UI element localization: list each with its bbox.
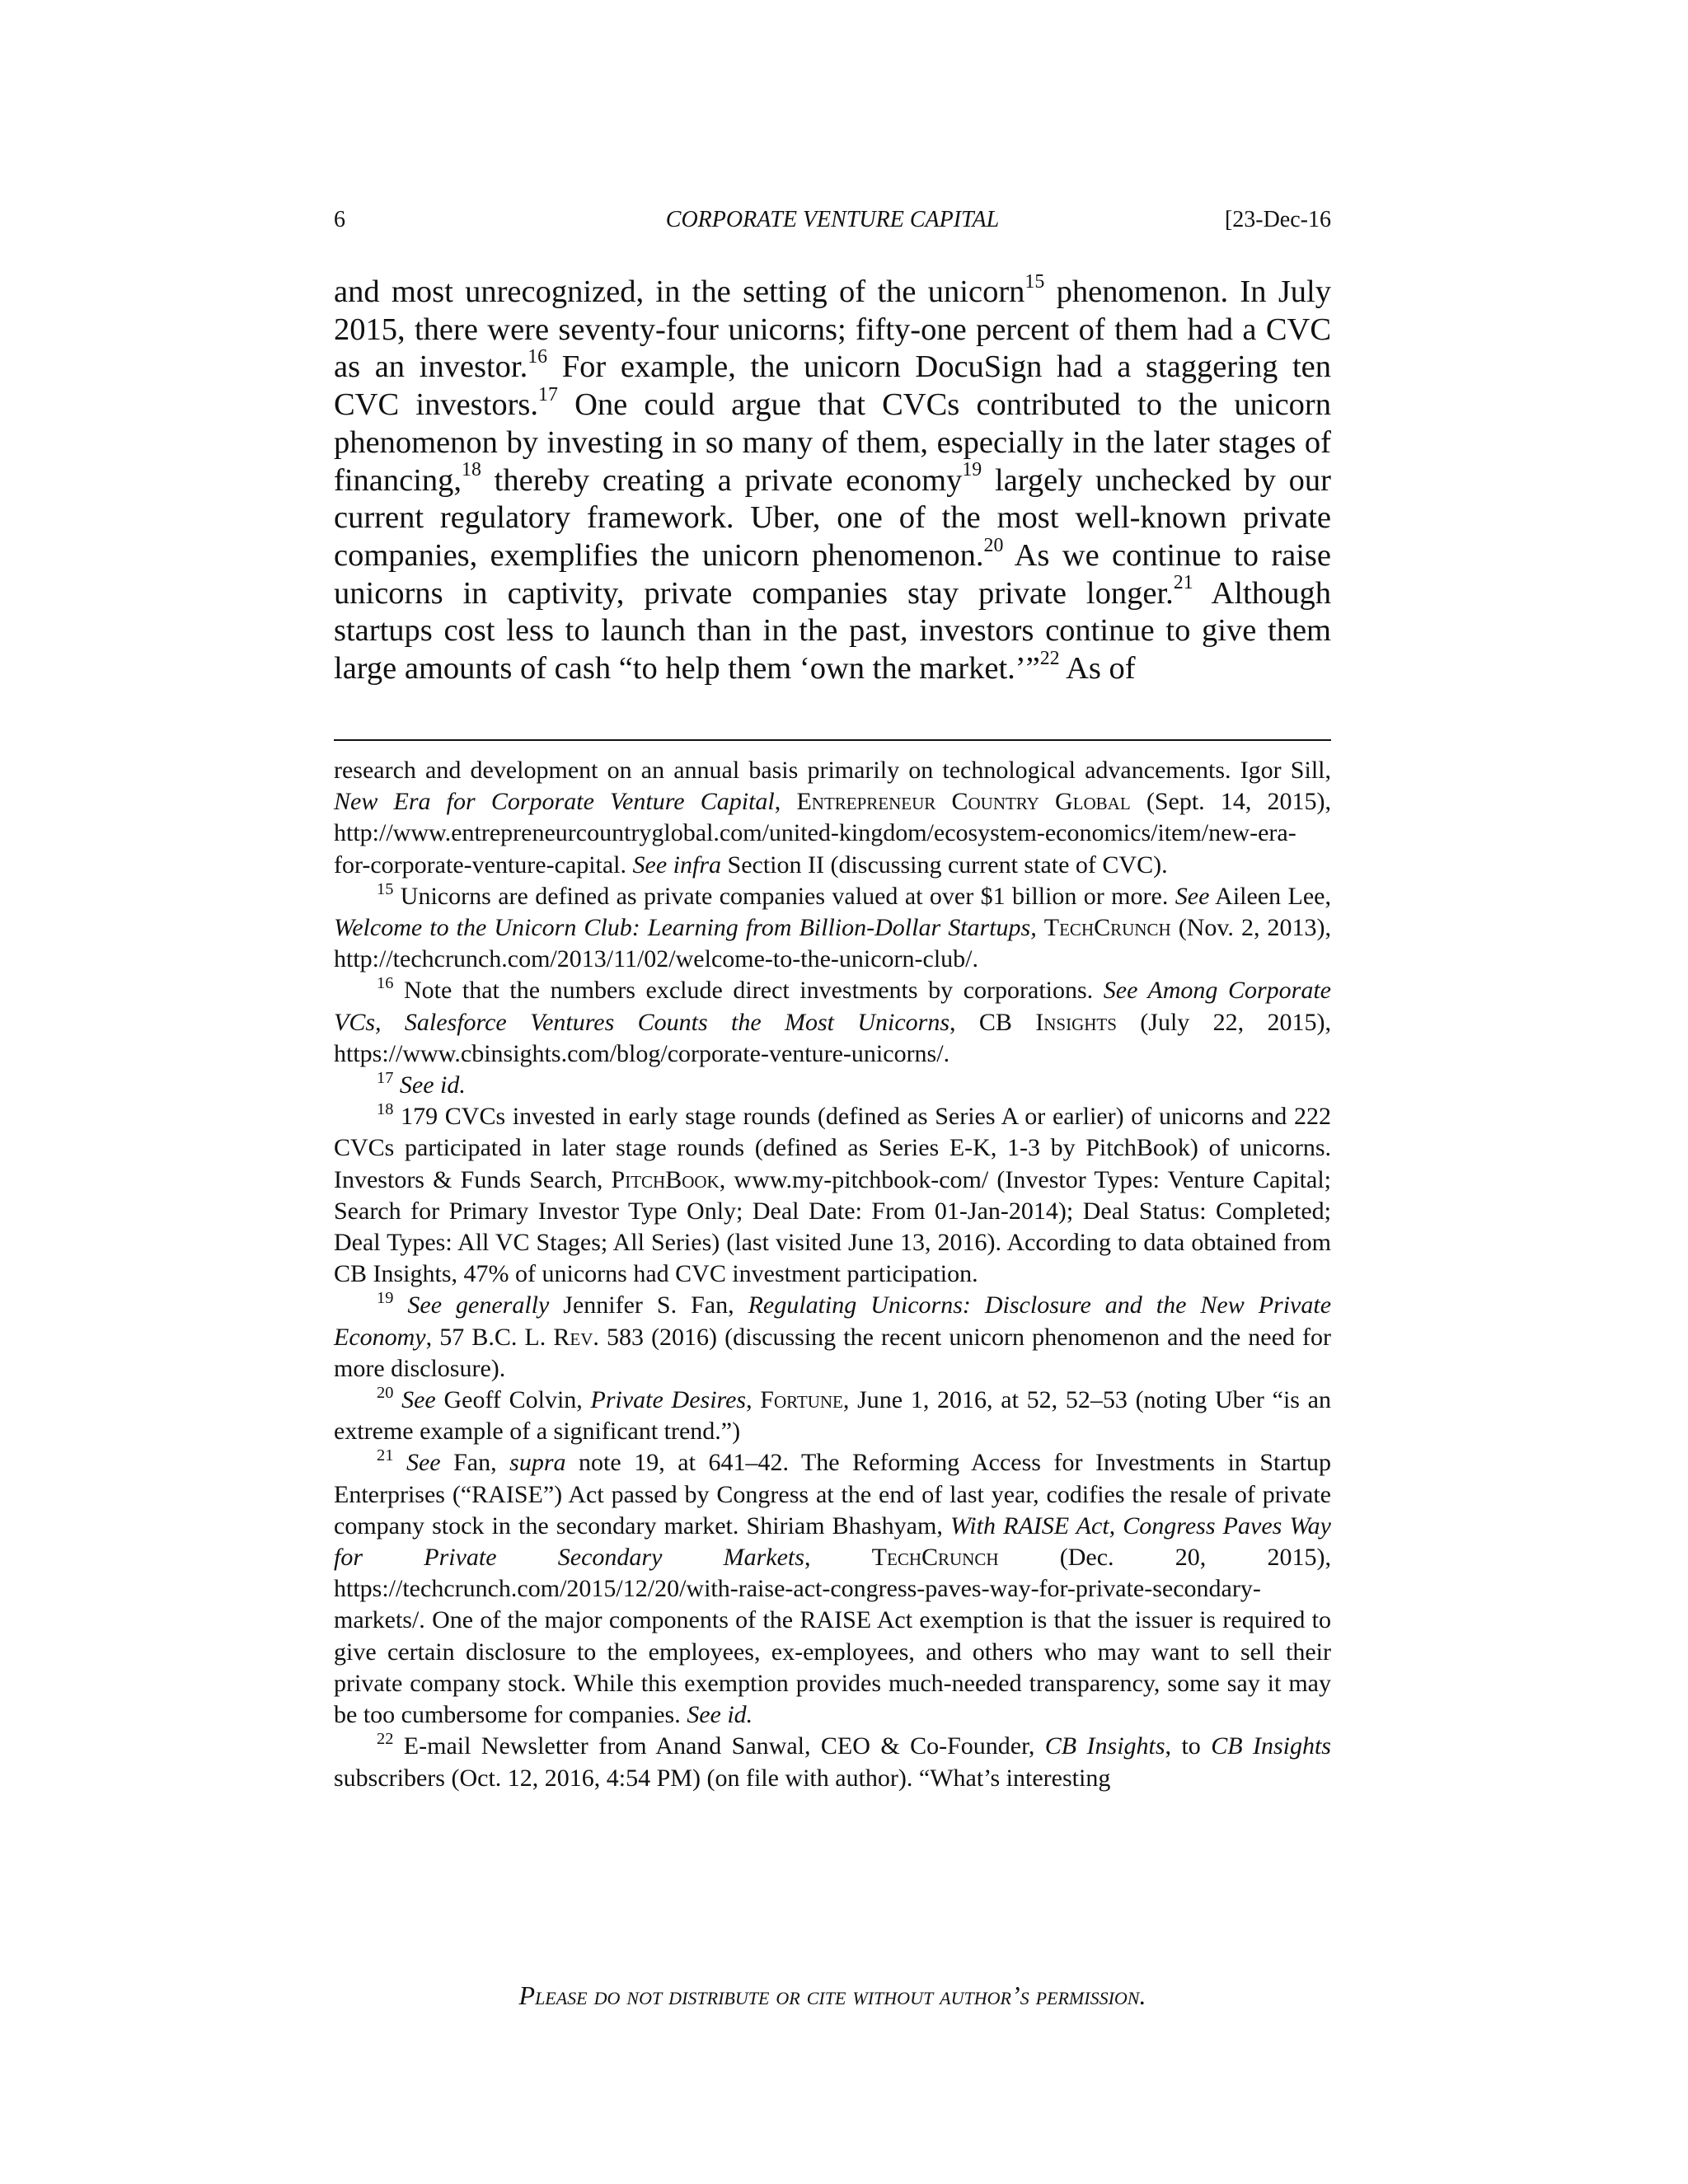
- running-title: CORPORATE VENTURE CAPITAL: [665, 207, 1000, 232]
- footnote-continuation: [334, 755, 1331, 881]
- citation-title: With RAISE Act, Congress Paves Way for Private Secondary Markets: [334, 1511, 1332, 1572]
- body-text-span: and most unrecognized, in the setting of the unicorn: [334, 274, 1025, 309]
- footnote-ref-20[interactable]: 20: [983, 534, 1004, 556]
- footnote-number: 22: [377, 1730, 394, 1749]
- footnote-text: [393, 1071, 400, 1099]
- footnote-text: note 19, at 641–42. The Reforming Access for Investments in Startup Enterprises (“RAISE”) Act passed by Congress at the end of last year, codifies the resale of private company stock in the secondary market. Shiriam Bhashyam,: [334, 1449, 1332, 1540]
- footnote-text: [393, 1449, 406, 1476]
- footnote-text: , June 1, 2016, at 52, 52–53 (noting Uber “is an extreme example of a significant trend.”): [334, 1386, 1331, 1446]
- citation-signal: See infra: [632, 851, 722, 879]
- page-number: 6: [334, 207, 345, 232]
- footnote-ref-15[interactable]: 15: [1025, 270, 1045, 293]
- footnote-text: Unicorns are defined as private companies valued at over $1 billion or more.: [393, 882, 1175, 910]
- footnote-text: [393, 1386, 401, 1413]
- citation-source: Rev: [553, 1323, 593, 1351]
- footnote-separator: [334, 739, 1331, 741]
- footnote-15: [334, 881, 1331, 976]
- body-text-span: As of: [1059, 651, 1136, 687]
- footnote-text: (Dec. 20, 2015), https://techcrunch.com/2015/12/20/with-raise-act-congress-paves-way-for-private-secondary-markets/. One of the major components of the RAISE Act exemption is that the issuer is required to give certain disclosure to the employees, ex-employees, and others who may want to sell their private company stock. While this exemption provides much-needed transparency, some say it may be too cumbersome for companies.: [334, 1544, 1331, 1729]
- citation-title: CB Insights: [1211, 1732, 1331, 1760]
- footnote-text: ,: [746, 1386, 761, 1414]
- footnote-number: 16: [377, 974, 394, 993]
- footnote-text: E-mail Newsletter from Anand Sanwal, CEO & Co-Founder,: [393, 1732, 1045, 1760]
- footnote-text: , 57 B.C. L.: [425, 1323, 554, 1351]
- body-text-span: phenomenon. In July 2015, there were seventy-four unicorns; fifty-one percent of them had a CVC as an investor.: [334, 274, 1332, 385]
- body-text-span: thereby creating a private economy: [481, 462, 963, 498]
- footnote-17: [334, 1070, 1331, 1101]
- citation-title: Regulating Unicorns: Disclosure and the New Private Economy: [334, 1291, 1332, 1351]
- footnote-text: , to: [1165, 1732, 1212, 1760]
- footnote-20: [334, 1385, 1331, 1447]
- citation-source: TechCrunch: [871, 1544, 999, 1572]
- footnote-text: 179 CVCs invested in early stage rounds (defined as Series A or earlier) of unicorns and 222 CVCs participated in later stage rounds (defined as Series E-K, 1-3 by PitchBook) of unicorns. Investors & Funds Search,: [334, 1103, 1331, 1193]
- footnote-text: Geoff Colvin,: [435, 1386, 591, 1414]
- citation-signal: See id.: [687, 1701, 753, 1729]
- citation-source: Insights: [1035, 1008, 1117, 1036]
- footnote-18: [334, 1101, 1331, 1290]
- footnote-16: [334, 975, 1331, 1070]
- citation-signal: See: [401, 1386, 436, 1414]
- citation-title: Private Desires: [590, 1386, 747, 1414]
- footnote-text: subscribers (Oct. 12, 2016, 4:54 PM) (on file with author). “What’s interesting: [334, 1764, 1111, 1792]
- citation-signal: See: [1175, 882, 1210, 910]
- body-text-span: For example, the unicorn DocuSign had a staggering ten CVC investors.: [334, 349, 1331, 423]
- distribution-notice: [334, 1977, 1331, 2013]
- body-text-span: largely unchecked by our current regulatory framework. Uber, one of the most well-known private companies, exemplifies the unicorn phenomenon.: [334, 462, 1331, 573]
- footnote-number: 18: [377, 1100, 394, 1118]
- footnote-text: [393, 1291, 407, 1319]
- body-text-span: As we continue to raise unicorns in captivity, private companies stay private longer.: [334, 537, 1331, 611]
- footnote-ref-17[interactable]: 17: [538, 383, 558, 405]
- footnote-number: 20: [377, 1383, 394, 1402]
- citation-source: TechCrunch: [1043, 914, 1171, 942]
- citation-signal: See: [406, 1449, 441, 1477]
- footnote-21: [334, 1447, 1331, 1731]
- citation-signal: supra: [509, 1449, 566, 1477]
- footnote-number: 19: [377, 1289, 394, 1308]
- footnote-text: ,: [804, 1544, 872, 1572]
- footnote-text: research and development on an annual basis primarily on technological advancements. Igor Sill,: [334, 757, 1331, 784]
- citation-source: Entrepreneur Country Global: [796, 788, 1131, 816]
- footnote-text: . 583 (2016) (discussing the recent unicorn phenomenon and the need for more disclosure).: [334, 1323, 1331, 1382]
- citation-title: CB Insights: [1044, 1732, 1165, 1760]
- footnote-ref-22[interactable]: 22: [1039, 647, 1060, 669]
- body-text-span: One could argue that CVCs contributed to the unicorn phenomenon by investing in so many of them, especially in the later stages of financing,: [334, 387, 1331, 498]
- running-header: [334, 204, 1331, 237]
- footnotes: [334, 755, 1331, 1794]
- footnote-ref-21[interactable]: 21: [1173, 572, 1193, 594]
- footnote-19: [334, 1290, 1331, 1385]
- body-paragraph: [334, 270, 1332, 688]
- footnote-number: 15: [377, 879, 394, 898]
- citation-title: Welcome to the Unicorn Club: Learning from Billion-Dollar Startups,: [334, 914, 1037, 942]
- footnote-text: (Nov. 2, 2013), http://techcrunch.com/2013/11/02/welcome-to-the-unicorn-club/.: [334, 914, 1332, 973]
- footnote-text: Jennifer S. Fan,: [549, 1291, 748, 1319]
- footnote-text: (July 22, 2015), https://www.cbinsights.com/blog/corporate-venture-unicorns/.: [334, 1008, 1331, 1067]
- distribution-notice-text: Please do not distribute or cite without author’s permission.: [518, 1980, 1146, 2010]
- body-text-span: Although startups cost less to launch than in the past, investors continue to give them large amounts of cash “to help them ‘own the market.’”: [334, 575, 1331, 687]
- footnote-number: 17: [377, 1068, 394, 1087]
- footnote-text: Note that the numbers exclude direct investments by corporations.: [393, 977, 1104, 1005]
- citation-source: Fortune: [760, 1386, 843, 1414]
- footnote-text: Aileen Lee,: [1209, 882, 1331, 910]
- footnote-text: [1037, 914, 1044, 941]
- footnote-ref-16[interactable]: 16: [528, 346, 548, 368]
- header-date: [23-Dec-16: [1224, 207, 1331, 232]
- footnote-text: (Sept. 14, 2015), http://www.entrepreneurcountryglobal.com/united-kingdom/ecosystem-economics/item/new-era-for-corporate-venture-capital.: [334, 788, 1331, 879]
- footnote-text: , CB: [950, 1008, 1036, 1036]
- citation-title: See Among Corporate VCs, Salesforce Ventures Counts the Most Unicorns: [334, 977, 1331, 1036]
- footnote-text: ,: [774, 788, 797, 816]
- footnote-number: 21: [377, 1446, 394, 1465]
- citation-signal: See generally: [407, 1291, 550, 1319]
- citation-signal: See id.: [399, 1071, 466, 1099]
- citation-source: PitchBook: [611, 1165, 720, 1193]
- citation-title: New Era for Corporate Venture Capital: [334, 788, 775, 816]
- footnote-ref-18[interactable]: 18: [462, 459, 481, 481]
- footnote-ref-19[interactable]: 19: [962, 459, 982, 481]
- footnote-text: Fan,: [440, 1449, 510, 1477]
- footnote-text: Section II (discussing current state of CVC).: [721, 851, 1168, 879]
- footnote-22: [334, 1731, 1331, 1793]
- footnote-text: , www.my-pitchbook-com/ (Investor Types: Venture Capital; Search for Primary Investor Type Only; Deal Date: From 01-Jan-2014); Deal Status: Completed; Deal Types: All VC Stages; All Series) (last visited June 13, 2016). According to data obtained from CB Insights, 47% of unicorns had CVC investment participation.: [334, 1165, 1331, 1288]
